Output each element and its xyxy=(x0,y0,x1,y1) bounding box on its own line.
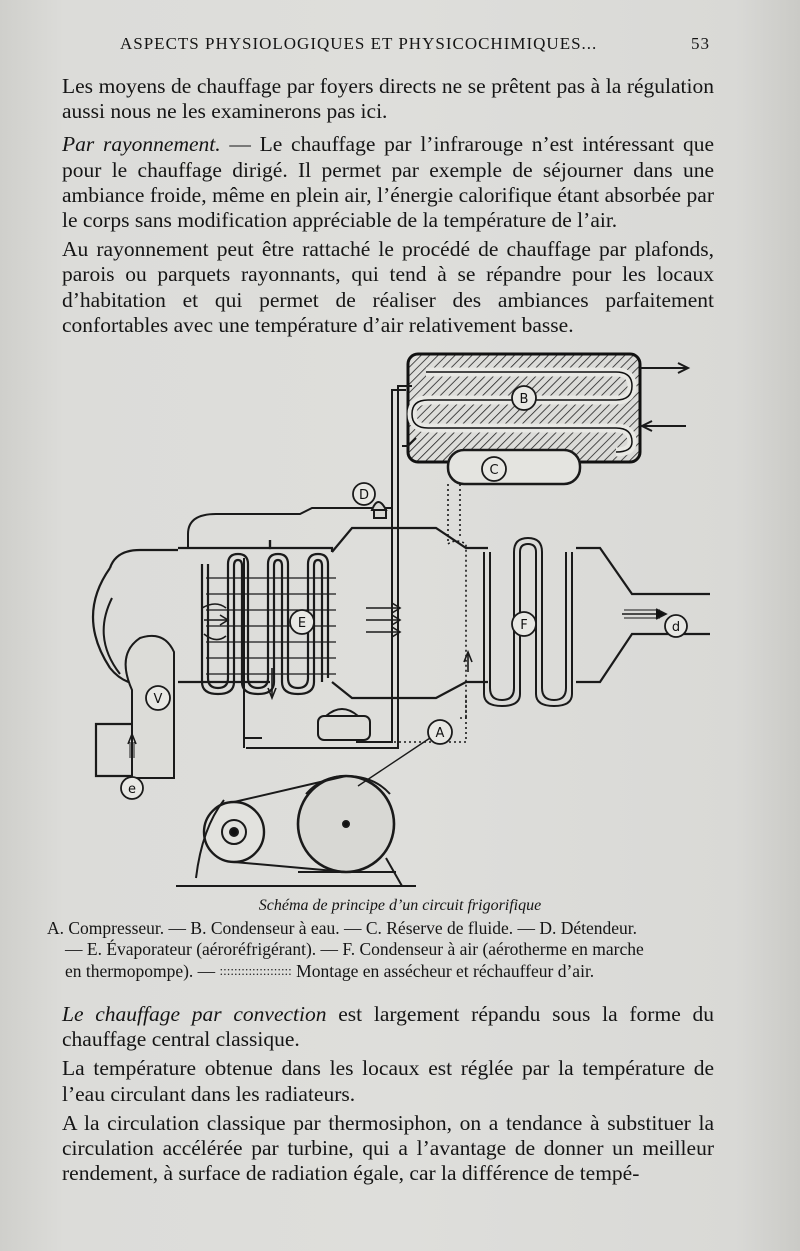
paragraph-radiateurs: La température obtenue dans les locaux est réglée par la température de l’eau circulant dans les radiateurs. xyxy=(62,1056,714,1106)
water-condenser-b xyxy=(408,354,688,462)
fluid-reserve-c xyxy=(448,450,580,484)
legend-line-2: — E. Évaporateur (aéroréfrigérant). — F. Condenseur à air (aérotherme en marche xyxy=(65,939,644,959)
air-duct xyxy=(93,528,710,776)
paragraph-rayonnement xyxy=(62,132,714,233)
legend-line-1: A. Compresseur. — B. Condenseur à eau. — C. Réserve de fluide. — D. Détendeur. xyxy=(47,918,638,938)
page-number: 53 xyxy=(691,34,710,53)
paragraph-plafonds: Au rayonnement peut être rattaché le procédé de chauffage par plafonds, parois ou parquets rayonnants, qui tend à se répandre pour les locaux d’habitation et qui permet de réaliser des ambiances parfaitement confortables avec une température d’air relativement basse. xyxy=(62,237,714,337)
paragraph-thermosiphon: A la circulation classique par thermosiphon, on a tendance à substituer la circulation accélérée par turbine, qui a l’avantage de donner un meilleur rendement, à surface de radiation égale, car la différence de tempé- xyxy=(62,1110,714,1186)
label-b-text: B xyxy=(519,392,529,407)
legend-line-3 xyxy=(47,960,737,982)
paragraph-convection-text: est largement répandu sous la forme du chauffage central classique. xyxy=(62,1002,714,1052)
upper-text-block xyxy=(62,74,714,338)
dryer-reheater-dotted-circuit xyxy=(356,484,466,742)
dotted-line-symbol: :::::::::::::::::::: xyxy=(219,963,292,978)
label-e-inlet-text: e xyxy=(128,782,136,797)
paragraph-rayonnement-text: — Le chauffage par l’infrarouge n’est intéressant que pour le chauffage dirigé. Il permet par exemple de séjourner dans une ambiance froide, même en plein air, l’énergie calorifique étant absorbée par le corps sans modification appréciable de la température de l’air. xyxy=(62,132,714,233)
section-lead-convection: Le chauffage par convection xyxy=(62,1002,327,1026)
label-d-exit-text: d xyxy=(671,620,681,635)
figure-caption-title: Schéma de principe d’un circuit frigorifique xyxy=(258,897,542,914)
compressor-a xyxy=(176,709,416,886)
paragraph-foyers: Les moyens de chauffage par foyers directs ne se prêtent pas à la régulation aussi nous ne les examinerons pas ici. xyxy=(62,74,714,124)
expansion-valve-d xyxy=(372,502,386,518)
legend-line-3-start: en thermopompe). — xyxy=(65,961,216,981)
lower-text-block xyxy=(62,1002,714,1186)
label-e-text: E xyxy=(297,616,307,631)
label-v-text: V xyxy=(153,692,163,707)
refrigeration-circuit-diagram xyxy=(56,338,746,900)
label-d-text: D xyxy=(358,488,370,503)
legend-line-3-end: Montage en assécheur et réchauffeur d’air. xyxy=(296,961,595,981)
label-f-text: F xyxy=(520,618,528,633)
paragraph-convection xyxy=(62,1002,714,1052)
running-title: ASPECTS PHYSIOLOGIQUES ET PHYSICOCHIMIQUES... xyxy=(120,34,598,53)
label-a-text: A xyxy=(435,726,445,741)
page-header xyxy=(0,34,800,58)
label-c-text: C xyxy=(489,463,499,478)
figure-legend xyxy=(47,918,737,982)
section-lead-rayonnement: Par rayonnement. xyxy=(62,132,221,157)
